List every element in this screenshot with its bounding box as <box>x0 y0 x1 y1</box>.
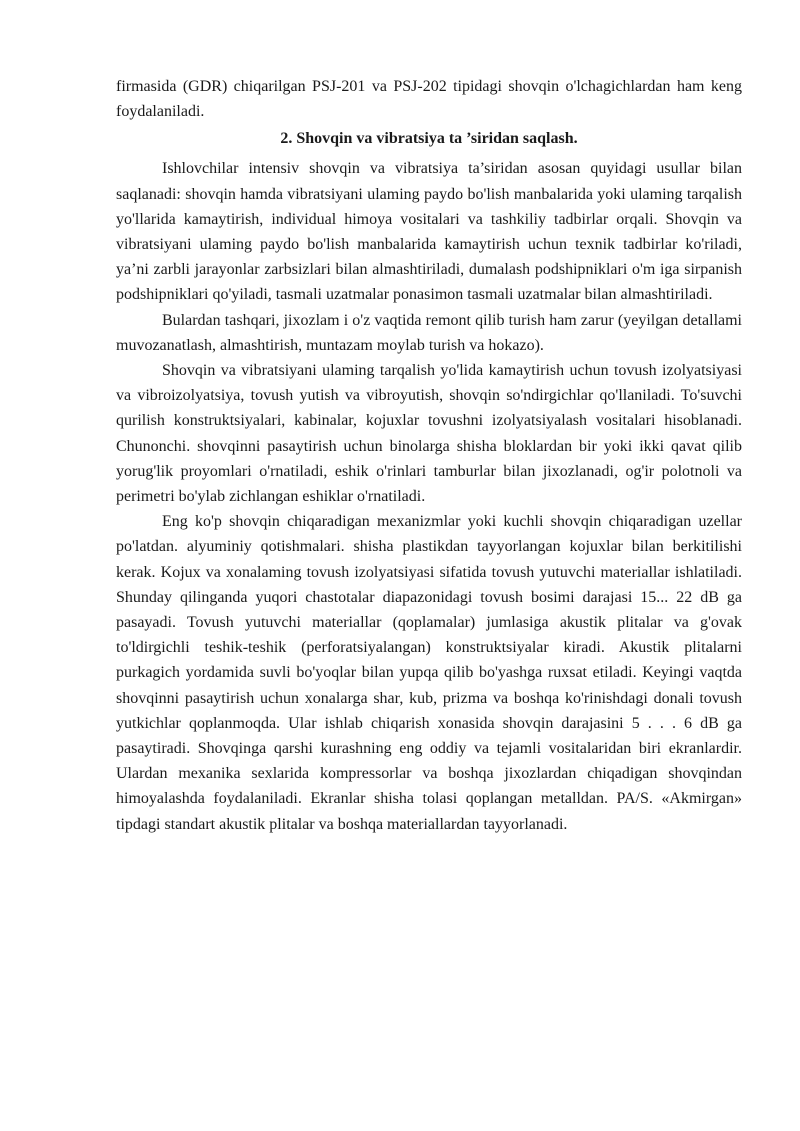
intro-paragraph: firmasida (GDR) chiqarilgan PSJ-201 va PSJ-202 tipidagi shovqin o'lchagichlardan ham keng foydalaniladi. <box>116 78 742 121</box>
body-paragraph: Shovqin va vibratsiyani ulaming tarqalish yo'lida kamaytirish uchun tovush izolyatsiyasi va vibroizolyatsiya, tovush yutish va vibroyutish, shovqin so'ndirgichlar qo'llaniladi. To'suvchi qurilish konstruktsiyalari, kabinalar, kojuxlar tovushni izolyatsiyalash vositalari hisoblanadi. Chunonchi. shovqinni pasaytirish uchun binolarga shisha bloklardan bir yoki ikki qavat qilib yorug'lik proyomlari o'rnatiladi, eshik o'rinlari tamburlar bilan jixozlanadi, og'ir polotnoli va perimetri bo'ylab zichlangan eshiklar o'rnatiladi. <box>116 362 742 506</box>
section-heading: 2. Shovqin va vibratsiya ta ’siridan saqlash. <box>280 130 578 148</box>
document-page <box>116 74 742 837</box>
body-paragraph: Ishlovchilar intensiv shovqin va vibratsiya ta’siridan asosan quyidagi usullar bilan saqlanadi: shovqin hamda vibratsiyani ulaming paydo bo'lish manbalarida yoki ulaming tarqalish yo'llarida kamaytirish, individual himoya vositalari va tashkiliy tadbirlar orqali. Shovqin va vibratsiyani ulaming paydo bo'lish manbalarida kamaytirish uchun texnik tadbirlar ko'riladi, ya’ni zarbli jarayonlar zarbsizlari bilan almashtiriladi, dumalash podshipniklari o'm iga sirpanish podshipniklari qo'yiladi, tasmali uzatmalar ponasimon tasmali uzatmalar bilan almashtiriladi. <box>116 160 742 304</box>
body-paragraph: Bulardan tashqari, jixozlam i o'z vaqtida remont qilib turish ham zarur (yeyilgan detallami muvozanatlash, almashtirish, muntazam moylab turish va hokazo). <box>116 311 742 354</box>
body-paragraph: Eng ko'p shovqin chiqaradigan mexanizmlar yoki kuchli shovqin chiqaradigan uzellar po'latdan. alyuminiy qotishmalari. shisha plastikdan tayyorlangan kojuxlar bilan berkitilishi kerak. Kojux va xonalaming tovush izolyatsiyasi sifatida tovush yutuvchi materiallar ishlatiladi. Shunday qilinganda yuqori chastotalar diapazonidagi tovush bosimi darajasi 15... 22 dB ga pasayadi. Tovush yutuvchi materiallar (qoplamalar) jumlasiga akustik plitalar va g'ovak to'ldirgichli teshik-teshik (perforatsiyalangan) konstruktsiyalar kiradi. Akustik plitalarni purkagich yordamida suvli bo'yoqlar bilan yupqa qilib bo'yashga ruxsat etiladi. Keyingi vaqtda shovqinni pasaytirish uchun xonalarga shar, kub, prizma va boshqa ko'rinishdagi donali tovush yutkichlar qoplanmoqda. Ular ishlab chiqarish xonasida shovqin darajasini 5 . . . 6 dB ga pasaytiradi. Shovqinga qarshi kurashning eng oddiy va tejamli vositalaridan biri ekranlardir. Ulardan mexanika sexlarida kompressorlar va boshqa jixozlardan chiqadigan shovqindan himoyalashda foydalaniladi. Ekranlar shisha tolasi qoplangan metalldan. PA/S. «Akmirgan» tipdagi standart akustik plitalar va boshqa materiallardan tayyorlanadi. <box>116 513 742 833</box>
